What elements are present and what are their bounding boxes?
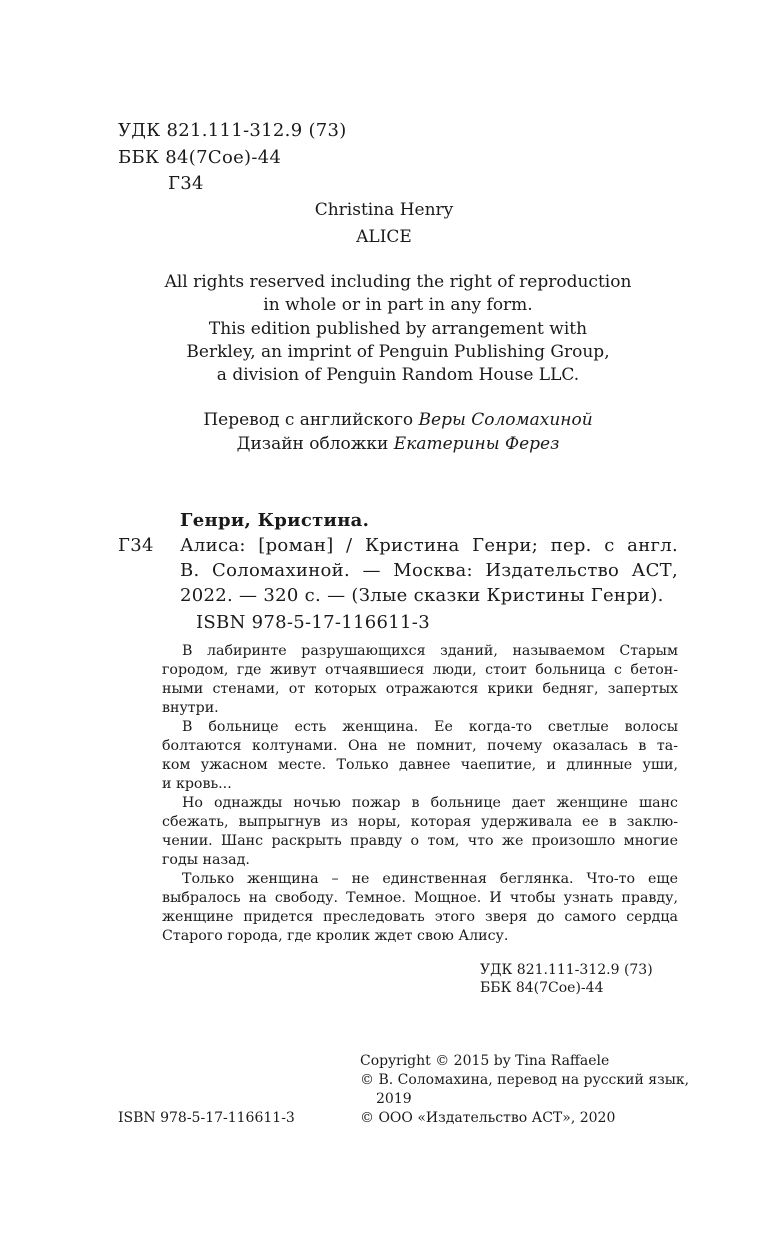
annotation-line: ком ужасном месте. Только давнее чаепитие, и длинные уши, bbox=[162, 757, 678, 773]
annotation-line: внутри. bbox=[162, 700, 219, 716]
bbk-header: ББК 84(7Сое)-44 bbox=[118, 147, 282, 168]
original-author: Christina Henry bbox=[314, 200, 454, 220]
annotation-line: болтаются колтунами. Она не помнит, почему оказалась в та- bbox=[162, 738, 678, 754]
catalog-author-heading: Генри, Кристина. bbox=[180, 510, 370, 531]
annotation-line: женщине придется преследовать этого зверя до самого сердца bbox=[162, 909, 678, 925]
designer-name: Екатерины Ферез bbox=[393, 434, 560, 454]
copyright-line-1: Copyright © 2015 by Tina Raffaele bbox=[360, 1053, 610, 1069]
annotation-line: годы назад. bbox=[162, 852, 250, 868]
annotation-line: Старого города, где кролик ждет свою Алису. bbox=[162, 928, 509, 944]
rights-line-2: in whole or in part in any form. bbox=[263, 295, 533, 315]
annotation-line: В больнице есть женщина. Ее когда-то светлые волосы bbox=[182, 719, 678, 735]
rights-line-1: All rights reserved including the right of reproduction bbox=[164, 272, 632, 292]
annotation-line: Только женщина – не единственная беглянка. Что-то еще bbox=[182, 871, 678, 887]
udk-classification: УДК 821.111-312.9 (73) bbox=[480, 962, 653, 978]
annotation-line: сбежать, выпрыгнув из норы, которая удерживала ее в заклю- bbox=[162, 814, 678, 830]
catalog-line-3: 2022. — 320 с. — (Злые сказки Кристины Генри). bbox=[180, 585, 664, 606]
catalog-isbn: ISBN 978-5-17-116611-3 bbox=[196, 612, 430, 633]
annotation-line: городом, где живут отчаявшиеся люди, стоит больница с бетон- bbox=[162, 662, 678, 678]
catalog-line-2: В. Соломахиной. — Москва: Издательство АСТ, bbox=[180, 560, 678, 581]
annotation-line: и кровь... bbox=[162, 776, 232, 792]
original-title: ALICE bbox=[356, 227, 412, 247]
udk-header: УДК 821.111-312.9 (73) bbox=[118, 120, 347, 141]
annotation-line: чении. Шанс раскрыть правду о том, что же произошло многие bbox=[162, 833, 678, 849]
annotation-line: ными стенами, от которых отражаются крики бедняг, запертых bbox=[162, 681, 678, 697]
author-code: Г34 bbox=[168, 173, 204, 194]
copyright-line-3: © ООО «Издательство АСТ», 2020 bbox=[360, 1110, 616, 1126]
bbk-classification: ББК 84(7Сое)-44 bbox=[480, 980, 604, 996]
rights-line-5: a division of Penguin Random House LLC. bbox=[216, 365, 580, 385]
isbn-bottom: ISBN 978-5-17-116611-3 bbox=[118, 1110, 295, 1126]
design-credit bbox=[0, 434, 768, 454]
copyright-line-2: © В. Соломахина, перевод на русский язык, bbox=[360, 1072, 690, 1088]
annotation-line: В лабиринте разрушающихся зданий, называемом Старым bbox=[182, 643, 678, 659]
translation-credit bbox=[0, 410, 768, 430]
rights-line-3: This edition published by arrangement with bbox=[208, 319, 588, 339]
copyright-line-2-cont: 2019 bbox=[376, 1091, 412, 1107]
catalog-line-1: Алиса: [роман] / Кристина Генри; пер. с англ. bbox=[180, 535, 678, 556]
rights-line-4: Berkley, an imprint of Penguin Publishing Group, bbox=[186, 342, 610, 362]
translation-label: Перевод с английского bbox=[203, 410, 414, 430]
catalog-code: Г34 bbox=[118, 535, 154, 556]
annotation-line: выбралось на свободу. Темное. Мощное. И чтобы узнать правду, bbox=[162, 890, 678, 906]
translator-name: Веры Соломахиной bbox=[418, 410, 593, 430]
design-label: Дизайн обложки bbox=[236, 434, 389, 454]
annotation-line: Но однажды ночью пожар в больнице дает женщине шанс bbox=[182, 795, 678, 811]
